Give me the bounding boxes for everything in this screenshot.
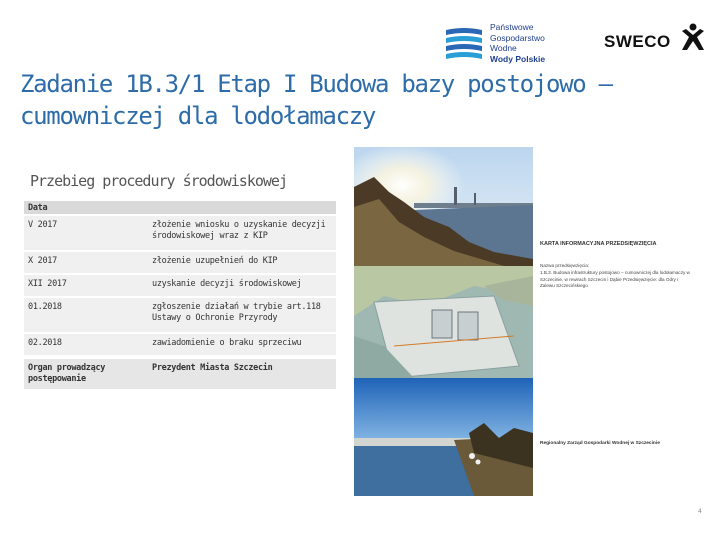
table-row bbox=[24, 296, 336, 332]
organ-row bbox=[24, 359, 336, 389]
table-row bbox=[24, 332, 336, 355]
pgw-logo bbox=[444, 22, 569, 66]
row-event: złożenie uzupełnień do KIP bbox=[152, 256, 278, 266]
table-row bbox=[24, 250, 336, 273]
kip-document-card bbox=[533, 150, 705, 500]
row-date: 01.2018 bbox=[28, 302, 62, 312]
table-header bbox=[24, 201, 336, 214]
pgw-line-2: Gospodarstwo Wodne bbox=[490, 32, 545, 53]
card-footer: Regionalny Zarząd Gospodarki Wodnej w Szczecinie bbox=[540, 441, 660, 446]
organ-value: Prezydent Miasta Szczecin bbox=[152, 363, 273, 373]
card-title: KARTA INFORMACYJNA PRZEDSIĘWZIĘCIA bbox=[540, 241, 657, 247]
row-event: zgłoszenie działań w trybie art.118 Ustawy o Ochronie Przyrody bbox=[152, 302, 321, 323]
site-plan-map bbox=[354, 266, 533, 378]
pgw-line-3: Wody Polskie bbox=[490, 53, 546, 64]
row-date: X 2017 bbox=[28, 256, 57, 266]
row-date: 02.2018 bbox=[28, 338, 62, 348]
river-sunset-photo bbox=[354, 147, 533, 266]
row-event: złożenie wniosku o uzyskanie decyzji środowiskowej wraz z KIP bbox=[152, 220, 326, 241]
sweco-wordmark: SWECO bbox=[604, 32, 671, 51]
pgw-wave-icon bbox=[444, 26, 484, 62]
card-description: Nazwa przedsięwzięcia: 1.B.3. Budowa infrastruktury postojowo – cumowniczej dla lodołamaczy w Szczecinie, w rewirach Szczecin i Dąbie Przedsięwzięcie: dla Odry i Zalewu Szczecińskiego bbox=[540, 263, 690, 289]
row-date: V 2017 bbox=[28, 220, 57, 230]
section-subtitle: Przebieg procedury środowiskowej bbox=[30, 172, 287, 190]
page-number: 4 bbox=[698, 508, 702, 515]
sweco-figure-icon bbox=[678, 22, 708, 52]
page-title: Zadanie 1B.3/1 Etap I Budowa bazy postojowo – cumowniczej dla lodołamaczy bbox=[20, 70, 612, 130]
row-event: uzyskanie decyzji środowiskowej bbox=[152, 279, 302, 289]
organ-label: Organ prowadzący postępowanie bbox=[28, 363, 106, 384]
sweco-logo bbox=[604, 22, 710, 54]
procedure-table bbox=[24, 201, 336, 389]
row-event: zawiadomienie o braku sprzeciwu bbox=[152, 338, 302, 348]
header-date: Data bbox=[28, 202, 48, 213]
table-row bbox=[24, 214, 336, 250]
table-row bbox=[24, 273, 336, 296]
river-reeds-photo bbox=[354, 378, 533, 496]
row-date: XII 2017 bbox=[28, 279, 67, 289]
pgw-line-1: Państwowe bbox=[490, 22, 534, 32]
